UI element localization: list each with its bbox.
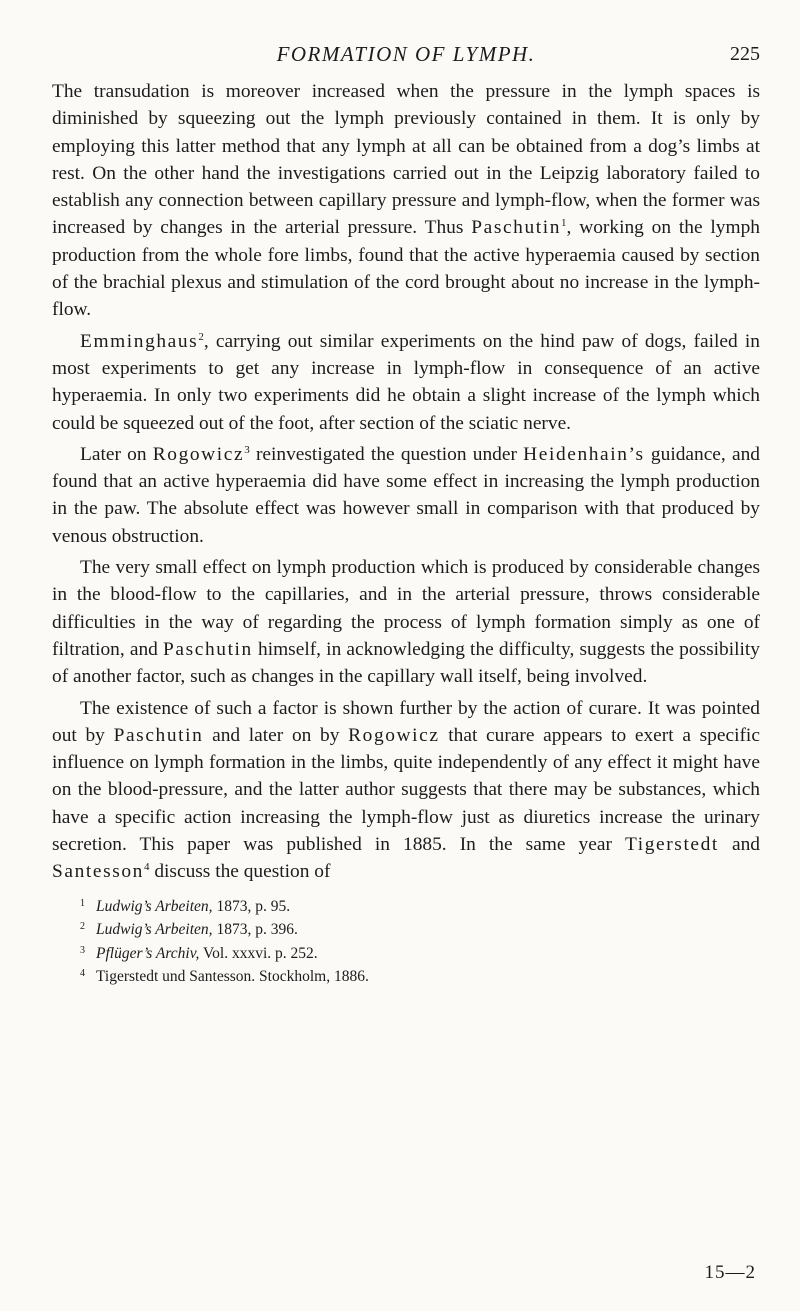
paragraph-text: and later on by	[212, 724, 340, 746]
paragraph-text: reinvestigated the question under	[255, 443, 517, 465]
paragraph-1	[52, 78, 760, 324]
signature-mark: 15—2	[704, 1262, 756, 1283]
author-name: Paschutin	[113, 724, 204, 746]
footnote-ref: 3	[244, 443, 250, 456]
paragraph-text: and	[731, 834, 760, 856]
paragraph-text: that curare appears to exert a specific influence on lymph formation in the limbs, quite independently of any effect it might have on the blood-pressure, and the latter author suggests that there may be substances, which have a specific action increasing the lymph-flow just as diuretics increase the urinary secretion. This paper was published in 1885. In the same year	[52, 724, 760, 856]
footnote-number: 1	[80, 897, 85, 909]
paragraph-text: , carrying out similar experiments on the hind paw of dogs, failed in most experiments to get any increase in lymph-flow in consequence of an active hyperaemia. In only two experiments did he obtain a slight increase of the lymph which could be squeezed out of the foot, after section of the sciatic nerve.	[52, 330, 760, 434]
footnote-number: 4	[80, 968, 85, 980]
footnote-source: Ludwig’s Arbeiten,	[96, 897, 213, 915]
footnote-ref: 4	[143, 861, 150, 874]
author-name: Tigerstedt	[624, 834, 719, 856]
paragraph-3	[52, 441, 760, 550]
book-page	[52, 20, 760, 1290]
running-title: FORMATION OF LYMPH.	[276, 42, 536, 66]
paragraph-text: The transudation is moreover increased when the pressure in the lymph spaces is diminished by squeezing out the lymph previously contained in them. It is only by employing this latter method that any lymph at all can be obtained from a dog’s limbs at rest. On the other hand the investigations carried out in the Leipzig laboratory failed to establish any connection between capillary pressure and lymph-flow, when the former was increased by changes in the arterial pressure. Thus	[52, 81, 760, 239]
paragraph-text: discuss the question of	[154, 861, 331, 883]
paragraph-2	[52, 328, 760, 437]
footnote	[80, 894, 760, 918]
footnote	[80, 964, 760, 988]
footnote-source: Ludwig’s Arbeiten,	[96, 921, 213, 939]
paragraph-text: himself, in acknowledging the difficulty, suggests the possibility of another factor, such as changes in the capillary wall itself, being involved.	[52, 638, 760, 688]
page-header	[52, 20, 760, 70]
footnote	[80, 941, 760, 965]
footnote-source: Pflüger’s Archiv,	[96, 944, 200, 962]
footnote-detail: Vol. xxxvi. p. 252.	[202, 944, 318, 962]
author-name: Rogowicz	[348, 724, 440, 746]
footnote	[80, 917, 760, 941]
author-name: Paschutin	[471, 217, 562, 239]
author-name: Santesson	[52, 861, 144, 883]
paragraph-text: The very small effect on lymph production which is produced by considerable changes in the blood-flow to the capillaries, and in the arterial pressure, throws considerable difficulties in the way of regarding the process of lymph formation simply as one of filtration, and	[52, 557, 760, 660]
author-name: Paschutin	[163, 638, 253, 660]
paragraph-5	[52, 695, 760, 886]
body-text	[52, 78, 760, 886]
page-number: 225	[730, 43, 760, 65]
paragraph-text: guidance, and found that an active hyperaemia did have some effect in increasing the lymph production in the paw. The absolute effect was however small in comparison with that produced by venous obstruction.	[52, 443, 760, 547]
paragraph-text: The existence of such a factor is shown further by the action of curare. It was pointed out by	[52, 697, 760, 746]
paragraph-text: , working on the lymph production from the whole fore limbs, found that the active hyperaemia caused by section of the brachial plexus and stimulation of the cord brought about no increase in the lymph-flow.	[52, 217, 760, 321]
author-name: Rogowicz	[152, 443, 245, 465]
footnote-number: 3	[80, 944, 85, 956]
paragraph-text: Later on	[80, 443, 147, 465]
author-name: Emminghaus	[80, 330, 199, 352]
footnote-detail: 1873, p. 396.	[216, 921, 298, 939]
footnotes	[52, 894, 760, 988]
author-name: Heidenhain’s	[523, 443, 645, 465]
footnote-ref: 1	[561, 217, 567, 230]
footnote-number: 2	[80, 921, 85, 933]
footnote-detail: 1873, p. 95.	[216, 897, 291, 915]
footnote-ref: 2	[198, 330, 204, 343]
paragraph-4	[52, 554, 760, 690]
footnote-detail: Tigerstedt und Santesson. Stockholm, 1886.	[96, 968, 369, 986]
